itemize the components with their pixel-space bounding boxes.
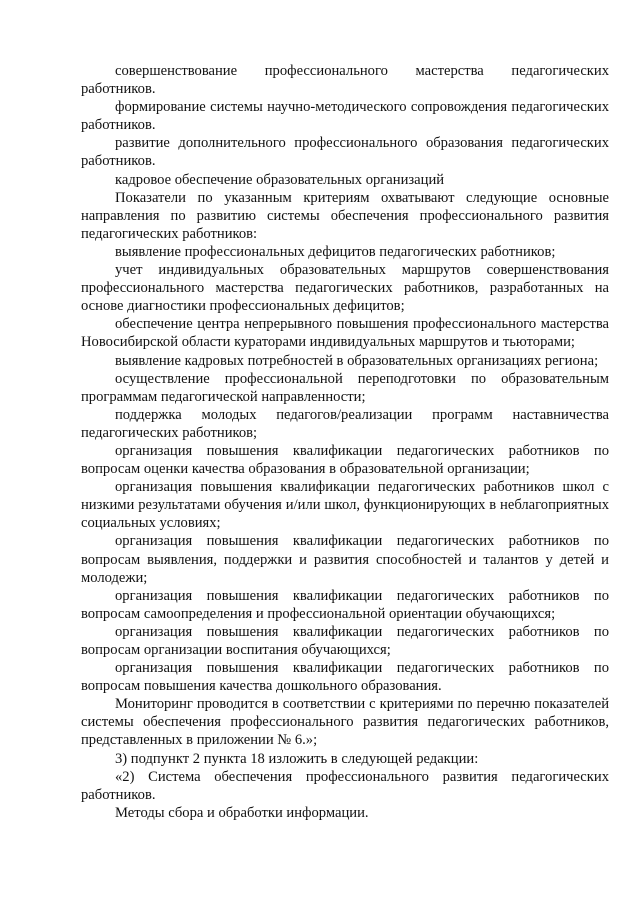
- paragraph: «2) Система обеспечения профессионального развития педагогических работников.: [81, 768, 609, 803]
- paragraph: Показатели по указанным критериям охватывают следующие основные направления по развитию системы обеспечения профессионального развития педагогических работников:: [81, 189, 609, 242]
- paragraph: организация повышения квалификации педагогических работников по вопросам оценки качества образования в образовательной организации;: [81, 442, 609, 478]
- paragraph: развитие дополнительного профессионального образования педагогических работников.: [81, 135, 609, 170]
- paragraph: учет индивидуальных образовательных маршрутов совершенствования профессионального мастерства педагогических работников, разработанных на основе диагностики профессиональных дефицитов;: [81, 262, 609, 315]
- paragraph: выявление профессиональных дефицитов педагогических работников;: [115, 243, 556, 260]
- paragraph: организация повышения квалификации педагогических работников по вопросам повышения качества дошкольного образования.: [81, 660, 609, 695]
- document-body: [81, 62, 609, 822]
- paragraph: организация повышения квалификации педагогических работников по вопросам организации воспитания обучающихся;: [81, 623, 609, 658]
- paragraph: 3) подпункт 2 пункта 18 изложить в следующей редакции:: [115, 750, 479, 767]
- paragraph: формирование системы научно-методического сопровождения педагогических работников.: [81, 99, 609, 134]
- paragraph: организация повышения квалификации педагогических работников по вопросам самоопределения и профессиональной ориентации обучающихся;: [81, 587, 609, 622]
- paragraph: организация повышения квалификации педагогических работников школ с низкими результатами обучения и/или школ, функционирующих в неблагоприятных социальных условиях;: [81, 479, 609, 532]
- paragraph: осуществление профессиональной переподготовки по образовательным программам педагогической направленности;: [81, 370, 609, 405]
- paragraph: Мониторинг проводится в соответствии с критериями по перечню показателей системы обеспечения профессионального развития педагогических работников, представленных в приложении № 6.»;: [81, 696, 609, 749]
- paragraph: организация повышения квалификации педагогических работников по вопросам выявления, поддержки и развития способностей и талантов у детей и молодежи;: [81, 533, 609, 586]
- paragraph: обеспечение центра непрерывного повышения профессионального мастерства Новосибирской области кураторами индивидуальных маршрутов и тьюторами;: [81, 316, 609, 351]
- paragraph: поддержка молодых педагогов/реализации программ наставничества педагогических работников;: [81, 406, 609, 441]
- paragraph: совершенствование профессионального мастерства педагогических работников.: [81, 63, 609, 98]
- paragraph: кадровое обеспечение образовательных организаций: [115, 171, 445, 188]
- paragraph: выявление кадровых потребностей в образовательных организациях региона;: [115, 352, 599, 369]
- paragraph: Методы сбора и обработки информации.: [115, 804, 369, 821]
